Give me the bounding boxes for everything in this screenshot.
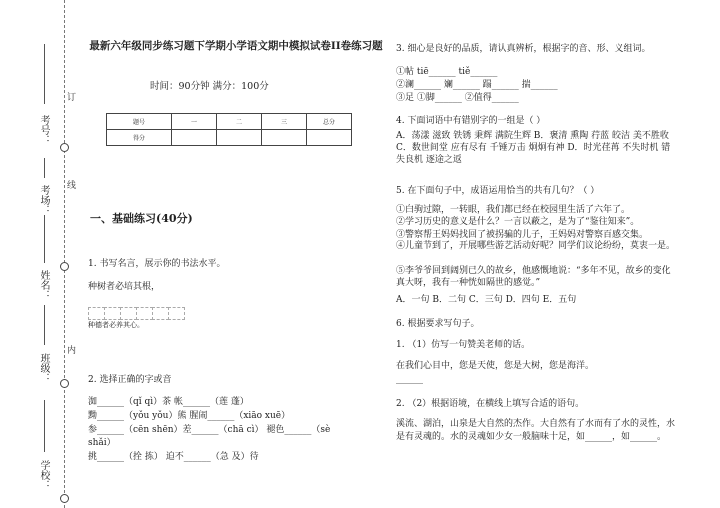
binding-hole bbox=[60, 262, 69, 271]
q6-prompt: 6. 根据要求写句子。 bbox=[396, 319, 480, 329]
score-table-cell: 三 bbox=[262, 114, 307, 130]
side-field-underline bbox=[44, 158, 45, 178]
q5-item: ⑤李爷爷回到阔别已久的故乡，他感慨地说：“多年不见，故乡的变化真大呀，我有一种恍如隔世的感觉。” bbox=[396, 266, 671, 288]
score-input-cell[interactable] bbox=[217, 130, 262, 146]
q2-line: 参______（cēn shēn）差______（chā cì） 褪色______（sè bbox=[88, 425, 331, 435]
q2-line: 黝______（yǒu yǒu）熊 腥闹______（xiāo xuē） bbox=[88, 411, 291, 421]
score-table bbox=[106, 113, 352, 146]
q5-item: ③警察帮王妈妈找回了被拐骗的儿子，王妈妈对警察百感交集。 bbox=[396, 230, 649, 240]
score-table-cell: 题号 bbox=[107, 114, 172, 130]
q4-options: A．荡漾 滋致 铁锈 秉辉 满院生辉 B．褒清 熏陶 荇蓝 皎洁 美不胜收 C．数世间堂 应有尽有 千锤万击 炯炯有神 D．时光荏苒 不失时机 错失良机 逐途之返 bbox=[396, 131, 671, 165]
q1-grid-caption: 种德者必养其心。 bbox=[88, 321, 144, 329]
binding-hole bbox=[60, 379, 69, 388]
side-field-school: 学校： bbox=[38, 460, 49, 490]
side-field-exam-room: 考场： bbox=[38, 185, 49, 215]
binding-hole bbox=[60, 143, 69, 152]
score-input-cell[interactable] bbox=[172, 130, 217, 146]
side-field-underline bbox=[44, 215, 45, 263]
q5-item: ④儿童节到了，开展哪些游艺活动好呢？同学们议论纷纷，莫衷一是。 bbox=[396, 241, 676, 251]
q5-item: ①白驹过隙，一转眼，我们都已经在校园里生活了六年了。 bbox=[396, 205, 631, 215]
q5-item: ②学习历史的意义是什么？一言以蔽之，是为了“鉴往知来”。 bbox=[396, 217, 640, 227]
q1-prompt: 1. 书写名言，展示你的书法水平。 bbox=[88, 259, 226, 269]
q5-options: A．一句 B．二句 C．三句 D．四句 E．五句 bbox=[396, 295, 577, 305]
score-table-score-row bbox=[107, 130, 352, 146]
q6-sub2-passage: 溪流、湖泊，山泉是大自然的杰作。大自然有了水而有了水的灵性，水是有灵魂的。水的灵魂如少女一般脑味十足，如______，如______。 bbox=[396, 419, 676, 442]
side-field-underline bbox=[44, 44, 45, 104]
binding-mark: 内 bbox=[65, 345, 75, 354]
q2-prompt: 2. 选择正确的字或音 bbox=[88, 375, 172, 385]
score-table-cell: 总分 bbox=[307, 114, 352, 130]
q6-sub1-label: 1. （1）仿写一句赞美老师的话。 bbox=[396, 340, 531, 350]
q2-line: shǎi） bbox=[88, 438, 116, 448]
binding-hole bbox=[60, 494, 69, 503]
side-field-exam-number: 考号： bbox=[38, 115, 49, 145]
q2-line: 洳______（qǐ qì）茶 帐______（莲 蓬） bbox=[88, 397, 249, 407]
q3-prompt: 3. 细心是良好的品质，请认真辨析，根据字的音、形、义组词。 bbox=[396, 44, 651, 54]
q6-sub1-example: 在我们心目中，您是天使，您是大树，您是海洋。 bbox=[396, 361, 595, 371]
binding-mark: 订 bbox=[65, 92, 75, 101]
q3-line: ③足 ①脚______ ②值得______ bbox=[396, 93, 519, 103]
q4-prompt: 4. 下面词语中有错别字的一组是（ ） bbox=[396, 116, 546, 126]
section-heading: 一、基础练习(40分) bbox=[90, 212, 193, 225]
side-field-underline bbox=[44, 400, 45, 452]
exam-time-score: 时间：90分钟 满分：100分 bbox=[150, 81, 269, 92]
q1-quote: 种树者必培其根， bbox=[88, 282, 161, 292]
q6-sub1-answer-blank[interactable]: ______ bbox=[396, 374, 423, 384]
score-table-cell: 一 bbox=[172, 114, 217, 130]
side-field-class: 班级： bbox=[38, 353, 49, 383]
side-field-underline bbox=[44, 305, 45, 345]
q2-line: 挑______（拴 拣） 迫不______（急 及）待 bbox=[88, 452, 259, 462]
binding-mark: 线 bbox=[65, 180, 75, 189]
q3-line: ①帖 tiē______ tiě______ bbox=[396, 67, 498, 77]
score-input-cell[interactable] bbox=[262, 130, 307, 146]
binding-dashed-line bbox=[64, 0, 65, 508]
side-field-name: 姓名： bbox=[38, 270, 49, 300]
score-table-header-row bbox=[107, 114, 352, 130]
score-input-cell[interactable] bbox=[307, 130, 352, 146]
q5-prompt: 5. 在下面句子中，成语运用恰当的共有几句？（ ） bbox=[396, 186, 600, 196]
score-table-cell: 二 bbox=[217, 114, 262, 130]
score-table-cell: 得分 bbox=[107, 130, 172, 146]
q6-sub2-label: 2. （2）根据语境，在横线上填写合适的语句。 bbox=[396, 399, 585, 409]
exam-title: 最新六年级同步练习题下学期小学语文期中模拟试卷II卷练习题 bbox=[89, 40, 383, 52]
q3-line: ②澜______ 斓______ 蹋______ 揣______ bbox=[396, 80, 558, 90]
